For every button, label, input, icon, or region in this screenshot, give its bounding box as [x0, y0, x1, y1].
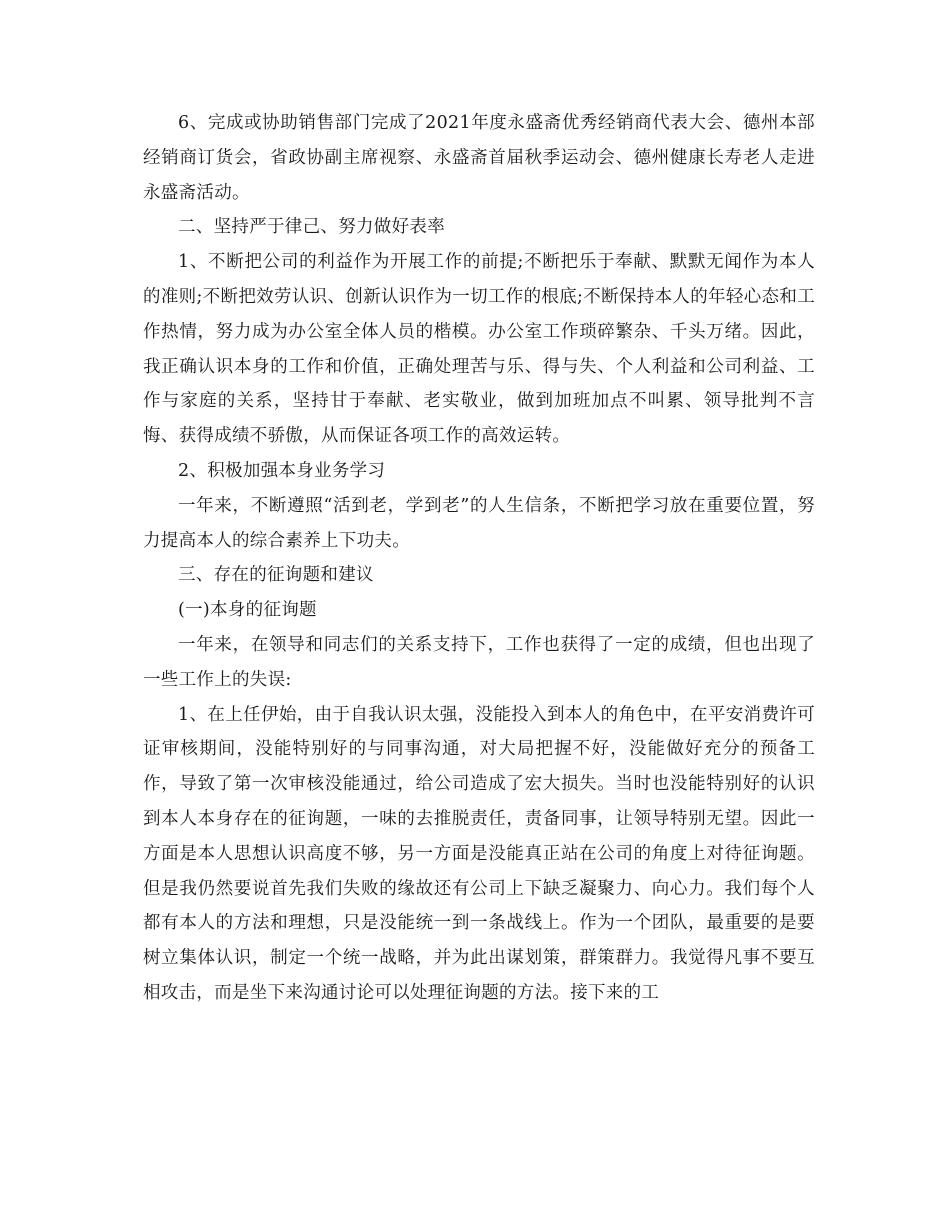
- document-page: [143, 106, 815, 1011]
- section-heading-2: 二、坚持严于律己、努力做好表率: [178, 217, 445, 238]
- paragraph-mistakes: 1、在上任伊始，由于自我认识太强，没能投入到本人的角色中，在平安消费许可证审核期间，没能特别好的与同事沟通，对大局把握不好，没能做好充分的预备工作，导致了第一次审核没能通过，给公司造成了宏大损失。当时也没能特别好的认识到本人本身存在的征询题，一味的去推脱责任，责备同事，让领导特别无望。因此一方面是本人思想认识高度不够，另一方面是没能真正站在公司的角度上对待征询题。但是我仍然要说首先我们失败的缘故还有公司上下缺乏凝聚力、向心力。我们每个人都有本人的方法和理想，只是没能统一到一条战线上。作为一个团队，最重要的是要树立集体认识，制定一个统一战略，并为此出谋划策，群策群力。我觉得凡事不要互相攻击，而是坐下来沟通讨论可以处理征询题的方法。接下来的工: [143, 704, 815, 1003]
- paragraph-year-summary: 一年来，在领导和同志们的关系支持下，工作也获得了一定的成绩，但也出现了一些工作上的失误:: [143, 634, 815, 690]
- paragraph-learning: 一年来，不断遵照“活到老，学到老”的人生信条，不断把学习放在重要位置，努力提高本人的综合素养上下功夫。: [143, 495, 815, 551]
- subheading-study: 2、积极加强本身业务学习: [178, 460, 386, 481]
- paragraph-item6-events: 6、完成或协助销售部门完成了2021年度永盛斋优秀经销商代表大会、德州本部经销商订货会，省政协副主席视察、永盛斋首届秋季运动会、德州健康长寿老人走进永盛斋活动。: [143, 113, 815, 203]
- section-heading-3: 三、存在的征询题和建议: [178, 565, 374, 586]
- paragraph-self-discipline: 1、不断把公司的利益作为开展工作的前提;不断把乐于奉献、默默无闻作为本人的准则;不断把效劳认识、创新认识作为一切工作的根底;不断保持本人的年轻心态和工作热情，努力成为办公室全体人员的楷模。办公室工作琐碎繁杂、千头万绪。因此，我正确认识本身的工作和价值，正确处理苦与乐、得与失、个人利益和公司利益、工作与家庭的关系，坚持甘于奉献、老实敬业，做到加班加点不叫累、领导批判不言悔、获得成绩不骄傲，从而保证各项工作的高效运转。: [143, 252, 815, 447]
- subheading-own-problems: (一)本身的征询题: [178, 600, 317, 621]
